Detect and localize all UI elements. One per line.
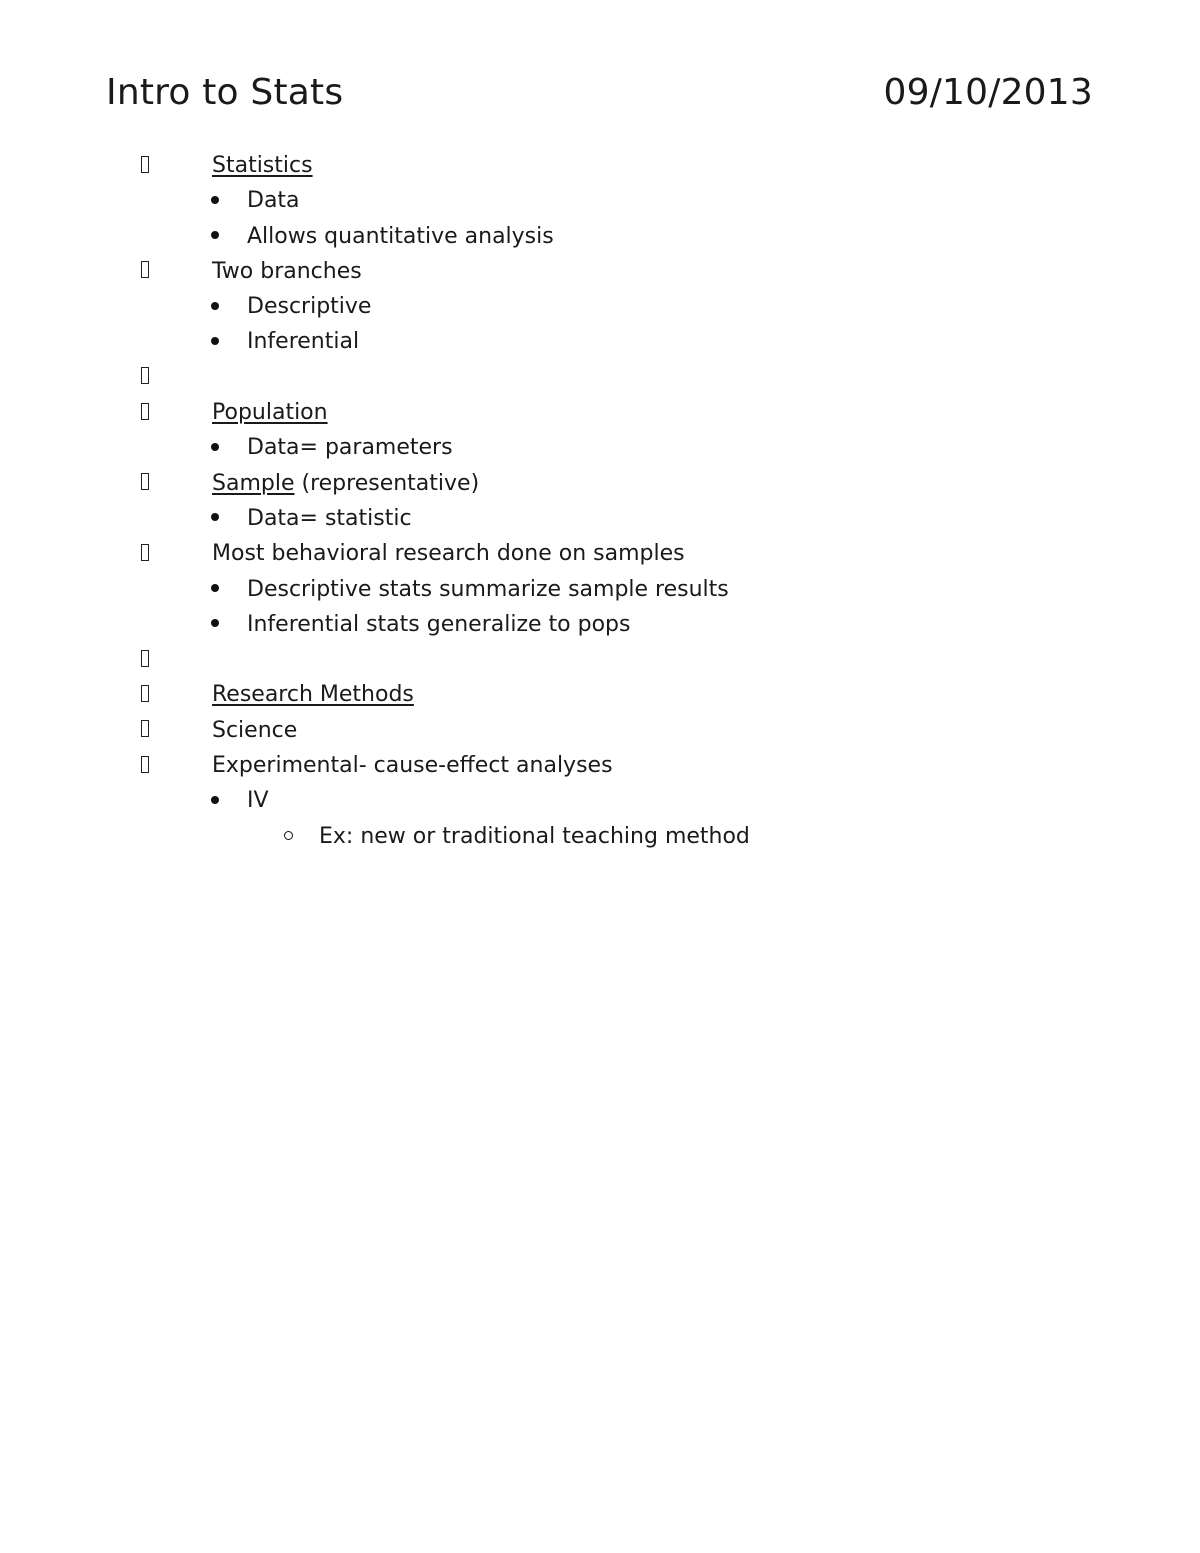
- outline-item: [0, 254, 1200, 289]
- box-bullet-icon: [141, 148, 152, 183]
- outline-item: [0, 677, 1200, 712]
- heading-sample: Sample: [212, 470, 295, 496]
- outline-subitem: [0, 501, 1200, 536]
- box-bullet-icon: [141, 748, 152, 783]
- page-title: Intro to Stats: [106, 72, 344, 113]
- item-text: Allows quantitative analysis: [247, 223, 554, 249]
- item-text: Science: [212, 717, 298, 743]
- box-bullet-icon: [141, 254, 152, 289]
- item-text: Data= parameters: [247, 435, 453, 461]
- box-bullet-icon: [141, 466, 152, 501]
- item-text: Ex: new or traditional teaching method: [319, 823, 750, 849]
- outline-subitem: [0, 783, 1200, 818]
- outline-item: [0, 395, 1200, 430]
- dot-bullet-icon: [211, 219, 219, 254]
- outline-subsubitem: [0, 819, 1200, 854]
- outline-item: [0, 748, 1200, 783]
- outline-subitem: [0, 324, 1200, 359]
- item-text: Descriptive: [247, 294, 372, 320]
- sample-note: (representative): [294, 470, 480, 496]
- outline-item-empty: [0, 360, 1200, 395]
- outline-subitem: [0, 289, 1200, 324]
- item-text: Data: [247, 188, 300, 214]
- item-text: Inferential: [247, 329, 360, 355]
- heading-population: Population: [212, 400, 328, 426]
- outline-item: [0, 536, 1200, 571]
- dot-bullet-icon: [211, 183, 219, 218]
- outline-item: [0, 466, 1200, 501]
- item-text: Two branches: [212, 258, 362, 284]
- notes-outline: [0, 148, 1200, 854]
- outline-item: [0, 713, 1200, 748]
- dot-bullet-icon: [211, 572, 219, 607]
- dot-bullet-icon: [211, 289, 219, 324]
- item-text: Data= statistic: [247, 505, 412, 531]
- box-bullet-icon: [141, 677, 152, 712]
- heading-statistics: Statistics: [212, 153, 313, 178]
- outline-subitem: [0, 183, 1200, 218]
- outline-item: [0, 148, 1200, 183]
- heading-research-methods: Research Methods: [212, 682, 414, 708]
- outline-subitem: [0, 572, 1200, 607]
- item-text: Most behavioral research done on samples: [212, 541, 685, 567]
- page-date: 09/10/2013: [883, 72, 1093, 113]
- circle-bullet-icon: [284, 819, 293, 854]
- item-text: Descriptive stats summarize sample results: [247, 576, 729, 602]
- outline-subitem: [0, 607, 1200, 642]
- dot-bullet-icon: [211, 430, 219, 465]
- box-bullet-icon: [141, 360, 152, 395]
- outline-subitem: [0, 219, 1200, 254]
- dot-bullet-icon: [211, 324, 219, 359]
- item-text: Inferential stats generalize to pops: [247, 611, 631, 637]
- box-bullet-icon: [141, 642, 152, 677]
- dot-bullet-icon: [211, 783, 219, 818]
- outline-subitem: [0, 430, 1200, 465]
- box-bullet-icon: [141, 713, 152, 748]
- box-bullet-icon: [141, 536, 152, 571]
- dot-bullet-icon: [211, 607, 219, 642]
- outline-item-empty: [0, 642, 1200, 677]
- box-bullet-icon: [141, 395, 152, 430]
- item-text: IV: [247, 788, 269, 814]
- item-text: Experimental- cause-effect analyses: [212, 753, 613, 779]
- dot-bullet-icon: [211, 501, 219, 536]
